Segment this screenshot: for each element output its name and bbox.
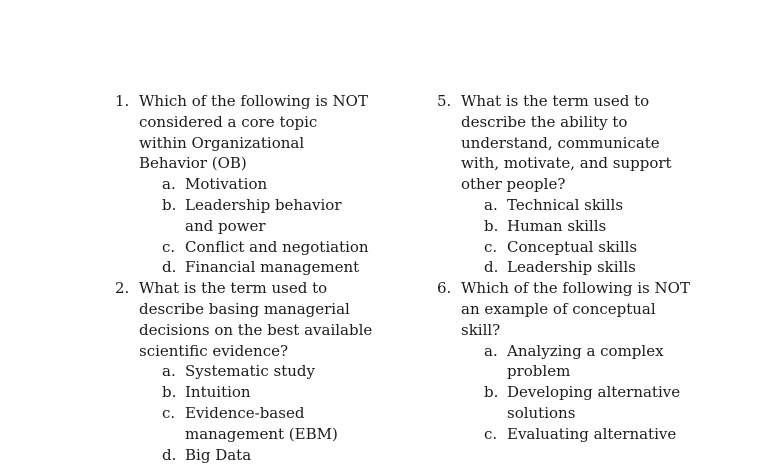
option-text: Leadership skills (507, 258, 636, 277)
option-text: Intuition (185, 383, 251, 402)
option-item (139, 361, 415, 382)
left-column (115, 91, 415, 465)
option-item (139, 237, 415, 258)
option-text: Systematic study (185, 362, 315, 381)
option-item (461, 237, 737, 258)
option-item (461, 424, 693, 445)
question-number: 5. (437, 92, 452, 110)
right-column (437, 91, 737, 445)
option-text: Technical skills (507, 195, 624, 214)
option-item (461, 382, 693, 424)
option-letter: b. (162, 383, 177, 402)
option-text: Human skills (507, 216, 607, 235)
option-letter: a. (484, 341, 498, 360)
option-letter: d. (162, 258, 177, 277)
option-text: Evidence-based management (EBM) (185, 403, 338, 443)
question-text: What is the term used to describe basing managerial decisions on the best available scientific evidence? (139, 279, 373, 360)
option-letter: c. (162, 237, 176, 256)
option-item (461, 216, 737, 237)
option-text: Conceptual skills (507, 237, 638, 256)
option-letter: a. (484, 195, 498, 214)
options-list (461, 341, 737, 445)
question-5 (437, 91, 737, 278)
option-letter: d. (162, 445, 177, 464)
option-letter: b. (162, 195, 177, 214)
question-text: What is the term used to describe the ability to understand, communicate with, motivate, and support other people? (461, 92, 672, 194)
options-list (139, 174, 415, 278)
option-text: Financial management (185, 258, 360, 277)
options-list (461, 195, 737, 278)
option-text: Conflict and negotiation (185, 237, 369, 256)
option-letter: b. (484, 216, 499, 235)
option-letter: a. (162, 362, 176, 381)
question-2 (115, 278, 415, 465)
option-text: Evaluating alternative (507, 424, 677, 443)
option-text: Leadership behavior and power (185, 195, 342, 235)
option-letter: d. (484, 258, 499, 277)
option-item (139, 445, 415, 465)
question-text: Which of the following is NOT considered a core topic within Organizational Behavior (OB) (139, 92, 368, 173)
question-text: Which of the following is NOT an example of conceptual skill? (461, 279, 690, 339)
options-list (139, 361, 415, 465)
question-1 (115, 91, 415, 278)
question-number: 2. (115, 279, 130, 298)
option-letter: c. (484, 424, 498, 443)
option-item (139, 403, 345, 445)
option-item (461, 195, 737, 216)
option-item (461, 257, 737, 278)
option-text: Developing alternative solutions (507, 383, 681, 422)
question-number: 6. (437, 279, 452, 298)
option-letter: c. (162, 403, 176, 422)
option-letter: a. (162, 175, 176, 194)
option-item (139, 174, 415, 195)
option-text: Analyzing a complex problem (507, 341, 664, 381)
option-letter: c. (484, 237, 498, 256)
option-text: Motivation (185, 175, 268, 194)
option-item (139, 257, 415, 278)
question-6 (437, 278, 737, 444)
option-item (139, 382, 415, 403)
option-item (139, 195, 345, 237)
question-number: 1. (115, 92, 130, 110)
option-letter: b. (484, 383, 499, 402)
option-item (461, 341, 693, 383)
option-text: Big Data (185, 445, 252, 464)
